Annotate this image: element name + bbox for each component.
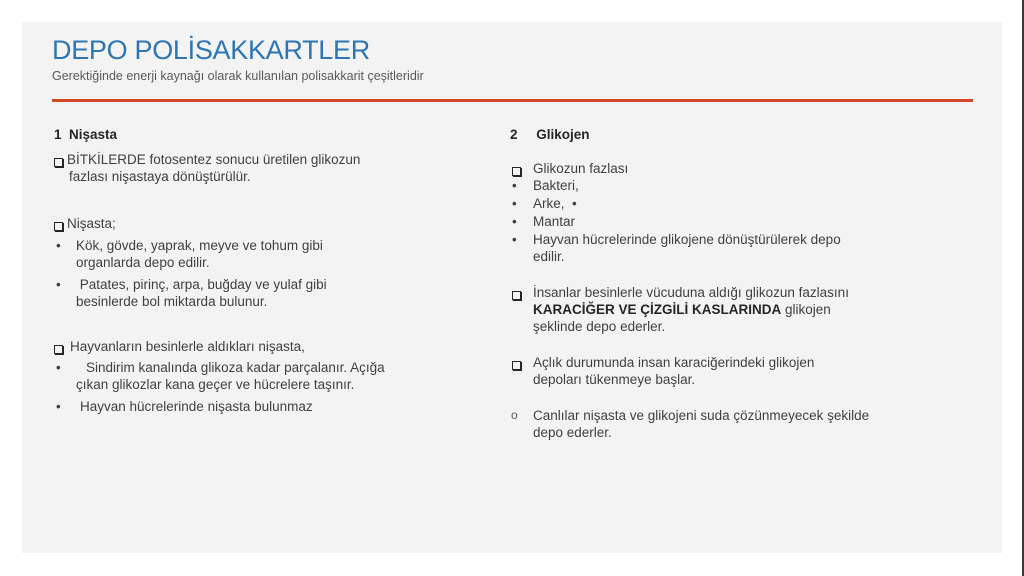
list-item — [510, 407, 930, 441]
item-text-cont: besinlerde bol miktarda bulunur. — [76, 294, 268, 309]
bullet-icon: • — [512, 232, 517, 247]
checkbox-square-icon — [54, 341, 63, 358]
item-text-cont: depoları tükenmeye başlar. — [533, 372, 696, 387]
item-text-cont: fazlası nişastaya dönüştürülür. — [69, 169, 251, 184]
item-text: Glikozun fazlası — [533, 161, 629, 176]
item-text: Mantar — [533, 214, 576, 229]
item-text: Sindirim kanalında glikoza kadar parçalanır. Açığa — [86, 360, 385, 375]
slide — [22, 22, 1002, 553]
bullet-icon: • — [56, 277, 61, 292]
section-heading-glikojen — [510, 126, 930, 143]
item-text: Nişasta; — [67, 216, 116, 231]
list-item — [54, 338, 434, 355]
list-item — [510, 213, 930, 231]
list-item — [510, 160, 930, 177]
list-item — [54, 237, 434, 271]
item-text-cont: organlarda depo edilir. — [76, 255, 210, 270]
item-text: Canlılar nişasta ve glikojeni suda çözünmeyecek şekilde — [533, 408, 870, 423]
list-item — [54, 398, 434, 415]
item-text: Arke, • — [533, 196, 577, 211]
list-item — [510, 231, 930, 265]
right-column — [510, 126, 930, 441]
list-item — [54, 359, 434, 393]
bullet-icon: • — [512, 196, 517, 211]
item-text-cont: çıkan glikozlar kana geçer ve hücrelere taşınır. — [76, 377, 355, 392]
list-item — [510, 177, 930, 195]
section-number: 2 — [510, 127, 518, 142]
left-column — [54, 126, 434, 415]
bullet-icon: • — [512, 214, 517, 229]
checkbox-square-icon — [512, 357, 521, 374]
checkbox-square-icon — [54, 154, 63, 171]
list-item — [54, 276, 434, 310]
section-title: Glikojen — [536, 127, 590, 142]
bullet-icon: • — [512, 178, 517, 193]
section-heading-nisasta — [54, 126, 434, 143]
bullet-icon: • — [56, 360, 61, 375]
item-text: Hayvan hücrelerinde nişasta bulunmaz — [80, 399, 313, 414]
slide-title: DEPO POLİSAKKARTLER — [52, 35, 370, 65]
item-text: Patates, pirinç, arpa, buğday ve yulaf gibi — [76, 277, 327, 292]
item-text-cont: şeklinde depo ederler. — [533, 319, 666, 334]
item-text: İnsanlar besinlerle vücuduna aldığı glikozun fazlasını — [533, 285, 849, 300]
bullet-icon: • — [56, 238, 61, 253]
item-text: Hayvan hücrelerinde glikojene dönüştürülerek depo — [533, 232, 841, 247]
item-text: Açlık durumunda insan karaciğerindeki glikojen — [533, 355, 815, 370]
item-text: Hayvanların besinlerle aldıkları nişasta, — [70, 339, 305, 354]
bullet-icon: • — [56, 399, 61, 414]
section-number: 1 — [54, 127, 62, 142]
list-item — [510, 354, 930, 388]
item-text: Kök, gövde, yaprak, meyve ve tohum gibi — [76, 238, 323, 253]
circle-bullet-icon: o — [511, 408, 518, 422]
title-divider — [52, 99, 973, 102]
checkbox-square-icon — [54, 218, 63, 235]
list-item — [54, 151, 434, 185]
item-text: glikojen — [781, 302, 831, 317]
checkbox-square-icon — [512, 287, 521, 304]
list-item — [54, 215, 434, 232]
item-text-bold: KARACİĞER VE ÇİZGİLİ KASLARINDA — [533, 302, 782, 317]
item-text: Bakteri, — [533, 178, 579, 193]
section-title: Nişasta — [69, 127, 118, 142]
list-item — [510, 284, 930, 335]
item-text-cont: edilir. — [533, 249, 565, 264]
item-text: BİTKİLERDE fotosentez sonucu üretilen glikozun — [67, 152, 361, 167]
list-item — [510, 195, 930, 213]
item-text-cont: depo ederler. — [533, 425, 612, 440]
slide-subtitle: Gerektiğinde enerji kaynağı olarak kullanılan polisakkarit çeşitleridir — [52, 69, 424, 83]
